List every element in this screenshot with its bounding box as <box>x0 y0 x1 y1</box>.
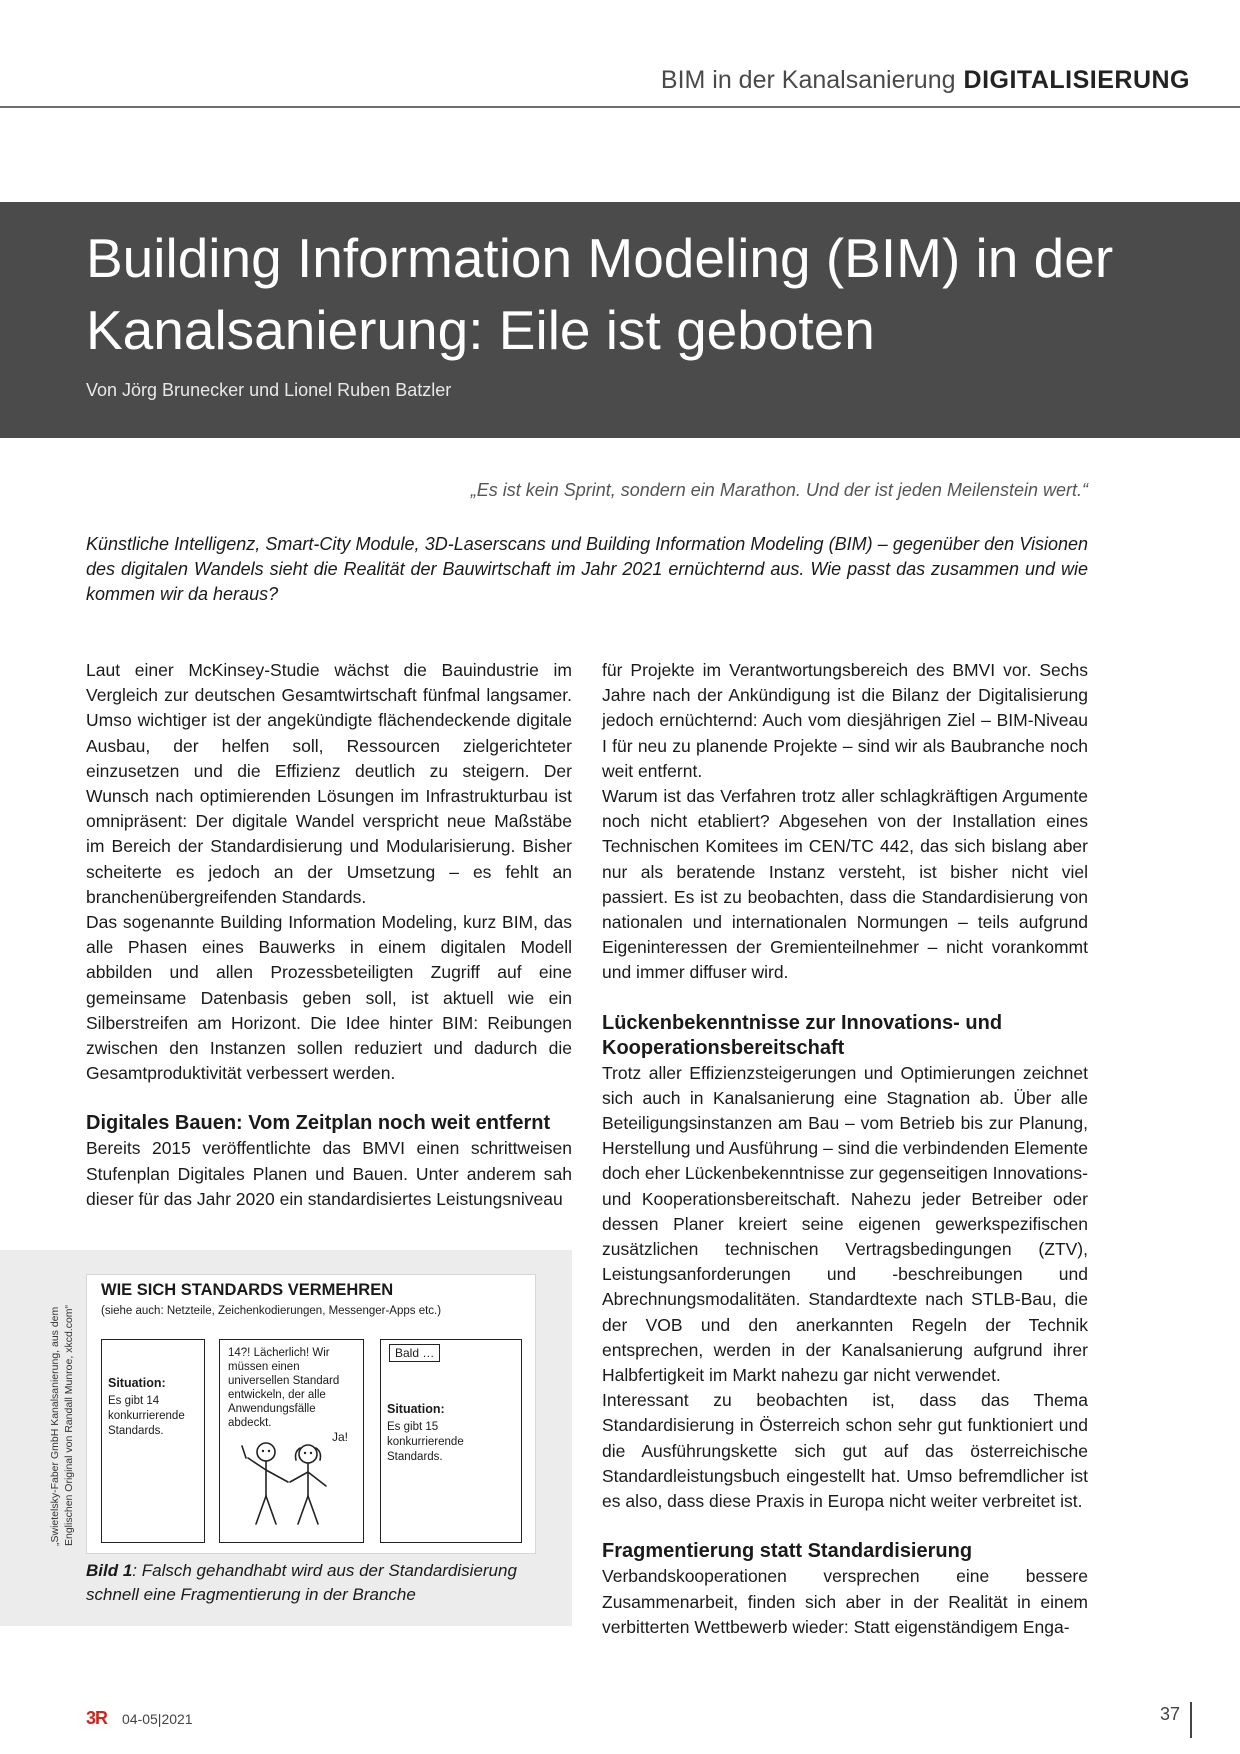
section-heading: Fragmentierung statt Standardisierung <box>602 1540 973 1563</box>
article-title: Building Information Modeling (BIM) in der Kanalsanierung: Eile ist geboten <box>86 227 1114 361</box>
article-quote: „Es ist kein Sprint, sondern ein Marathon. Und der ist jeden Meilenstein wert.“ <box>470 480 1088 500</box>
article-authors: Von Jörg Brunecker und Lionel Ruben Batzler <box>86 380 452 400</box>
speech-bubble: 14?! Lächerlich! Wir müssen einen universellen Standard entwickeln, der alle Anwendungsfälle abdeckt. <box>228 1347 340 1429</box>
comic-subtitle: (siehe auch: Netzteile, Zeichenkodierungen, Messenger-Apps etc.) <box>101 1305 442 1317</box>
comic-panel-2 <box>219 1339 364 1543</box>
panel-heading: Situation: <box>387 1402 445 1416</box>
panel-text: Es gibt 15 konkurrierende Standards. <box>387 1421 464 1463</box>
paragraph: für Projekte im Verantwortungsbereich des BMVI vor. Sechs Jahre nach der Ankündigung ist die Bilanz der Digitalisierung jedoch ernüchternd: Auch vom diesjährigen Ziel – BIM-Niveau I für neu zu planende Projekte – sind wir als Baubranche noch weit entfernt. <box>602 660 1088 781</box>
paragraph: Das sogenannte Building Information Modeling, kurz BIM, das alle Phasen eines Bauwerks in einem digitalen Modell abbilden und allen Prozessbeteiligten Zugriff auf eine gemeinsame Datenbasis geben soll, ist aktuell wie ein Silberstreifen am Horizont. Die Idee hinter BIM: Reibungen zwischen den Instanzen sollen reduziert und dadurch die Gesamtproduktivität verbessert werden. <box>86 912 572 1084</box>
publisher-logo: 3R <box>86 1708 108 1728</box>
running-head-text <box>661 66 1190 95</box>
paragraph: Verbandskooperationen versprechen eine bessere Zusammenarbeit, finden sich aber in der Realität in einem verbitterten Wettbewerb wieder: Statt eigenständigem Enga- <box>602 1566 1088 1637</box>
paragraph: Interessant zu beobachten ist, dass das Thema Standardisierung in Österreich schon sehr gut funktioniert und die Ausführungskette sich gut auf das österreichische Standardleistungsbuch eingestellt hat. Umso befremdlicher ist es also, dass diese Praxis in Europa nicht weiter verbreitet ist. <box>602 1390 1088 1512</box>
comic-panel-3 <box>380 1339 522 1543</box>
running-head <box>0 60 1240 108</box>
speech-reply: Ja! <box>332 1430 349 1444</box>
comic-title: WIE SICH STANDARDS VERMEHREN <box>101 1281 394 1299</box>
panel-heading: Situation: <box>108 1376 166 1390</box>
header-topic: BIM in der Kanalsanierung <box>660 66 956 94</box>
caption-label: Bild 1 <box>86 1561 133 1580</box>
header-section: DIGITALISIERUNG <box>963 66 1190 94</box>
page-number: 37 <box>1160 1704 1181 1724</box>
left-column <box>86 658 572 1212</box>
title-block <box>0 202 1240 438</box>
panel-text: Es gibt 14 konkurrierende Standards. <box>108 1395 185 1437</box>
stick-figures-icon <box>236 1440 346 1536</box>
comic-image <box>86 1274 536 1554</box>
paragraph: Bereits 2015 veröffentlichte das BMVI einen schrittweisen Stufenplan Digitales Planen und Bauen. Unter anderem sah dieser für das Jahr 2020 ein standardisiertes Leistungsniveau <box>86 1138 572 1209</box>
section-heading: Lückenbekenntnisse zur Innovations- und Kooperationsbereitschaft <box>602 1011 1003 1059</box>
paragraph: Laut einer McKinsey-Studie wächst die Bauindustrie im Vergleich zur deutschen Gesamtwirtschaft fünfmal langsamer. Umso wichtiger ist der angekündigte flächendeckende digitale Ausbau, der helfen soll, Ressourcen zielgerichteter einzusetzen und die Effizienz deutlich zu steigern. Der Wunsch nach optimierenden Lösungen im Infrastrukturbau ist omnipräsent: Der digitale Wandel verspricht neue Maßstäbe im Bereich der Standardisierung und Modularisierung. Bisher scheiterte es jedoch an der Umsetzung – es fehlt an branchenübergreifenden Standards. <box>86 660 572 907</box>
comic-panel-1 <box>101 1339 205 1543</box>
paragraph: Warum ist das Verfahren trotz aller schlagkräftigen Argumente noch nicht etabliert? Abgesehen von der Installation eines Technischen Komitees im CEN/TC 442, das sich bislang aber nur als beratende Instanz versteht, ist bisher nicht viel passiert. Es ist zu beobachten, dass die Standardisierung von nationalen und internationalen Normungen – teils aufgrund Eigeninteressen der Gremienteilnehmer – nicht vorankommt und immer diffuser wird. <box>602 786 1088 983</box>
right-column <box>602 658 1088 1640</box>
panel-label: Bald … <box>389 1344 440 1362</box>
section-heading: Digitales Bauen: Vom Zeitplan noch weit entfernt <box>86 1112 551 1135</box>
article-lead: Künstliche Intelligenz, Smart-City Module, 3D-Laserscans und Building Information Modeling (BIM) – gegenüber den Visionen des digitalen Wandels sieht die Realität der Bauwirtschaft im Jahr 2021 ernüchternd aus. Wie passt das zusammen und wie kommen wir da heraus? <box>86 534 1088 604</box>
issue-number: 04-05|2021 <box>122 1711 193 1727</box>
paragraph: Trotz aller Effizienzsteigerungen und Optimierungen zeichnet sich auch in Kanalsanierung eine Stagnation ab. Über alle Beteiligungsinstanzen am Bau – vom Betrieb bis zur Planung, Herstellung und Ausführung – sind die verbindenden Elemente doch eher Lückenbekenntnisse zur gegenseitigen Innovations- und Kooperationsbereitschaft. Nahezu jeder Betreiber oder dessen Planer kreiert seine eigenen gewerkspezifischen zusätzlichen technischen Vertragsbedingungen (ZTV), Leistungsanforderungen und -beschreibungen und Abrechnungsmodalitäten. Standardtexte nach STLB-Bau, die der VOB und den anerkannten Regeln der Technik entsprechen, werden in der Kanalsanierung aufgrund ihrer Halbfertigkeit im Markt nahezu gar nicht verwendet. <box>602 1062 1088 1386</box>
footer-divider <box>1190 1702 1192 1738</box>
figure-caption <box>86 1559 556 1607</box>
caption-text: : Falsch gehandhabt wird aus der Standardisierung schnell eine Fragmentierung in der Branche <box>86 1561 517 1604</box>
figure-credit: „Swietelsky-Faber GmbH Kanalsanierung, aus dem Englischen Original von Randall Munroe, xkcd.com“ <box>49 1304 75 1546</box>
